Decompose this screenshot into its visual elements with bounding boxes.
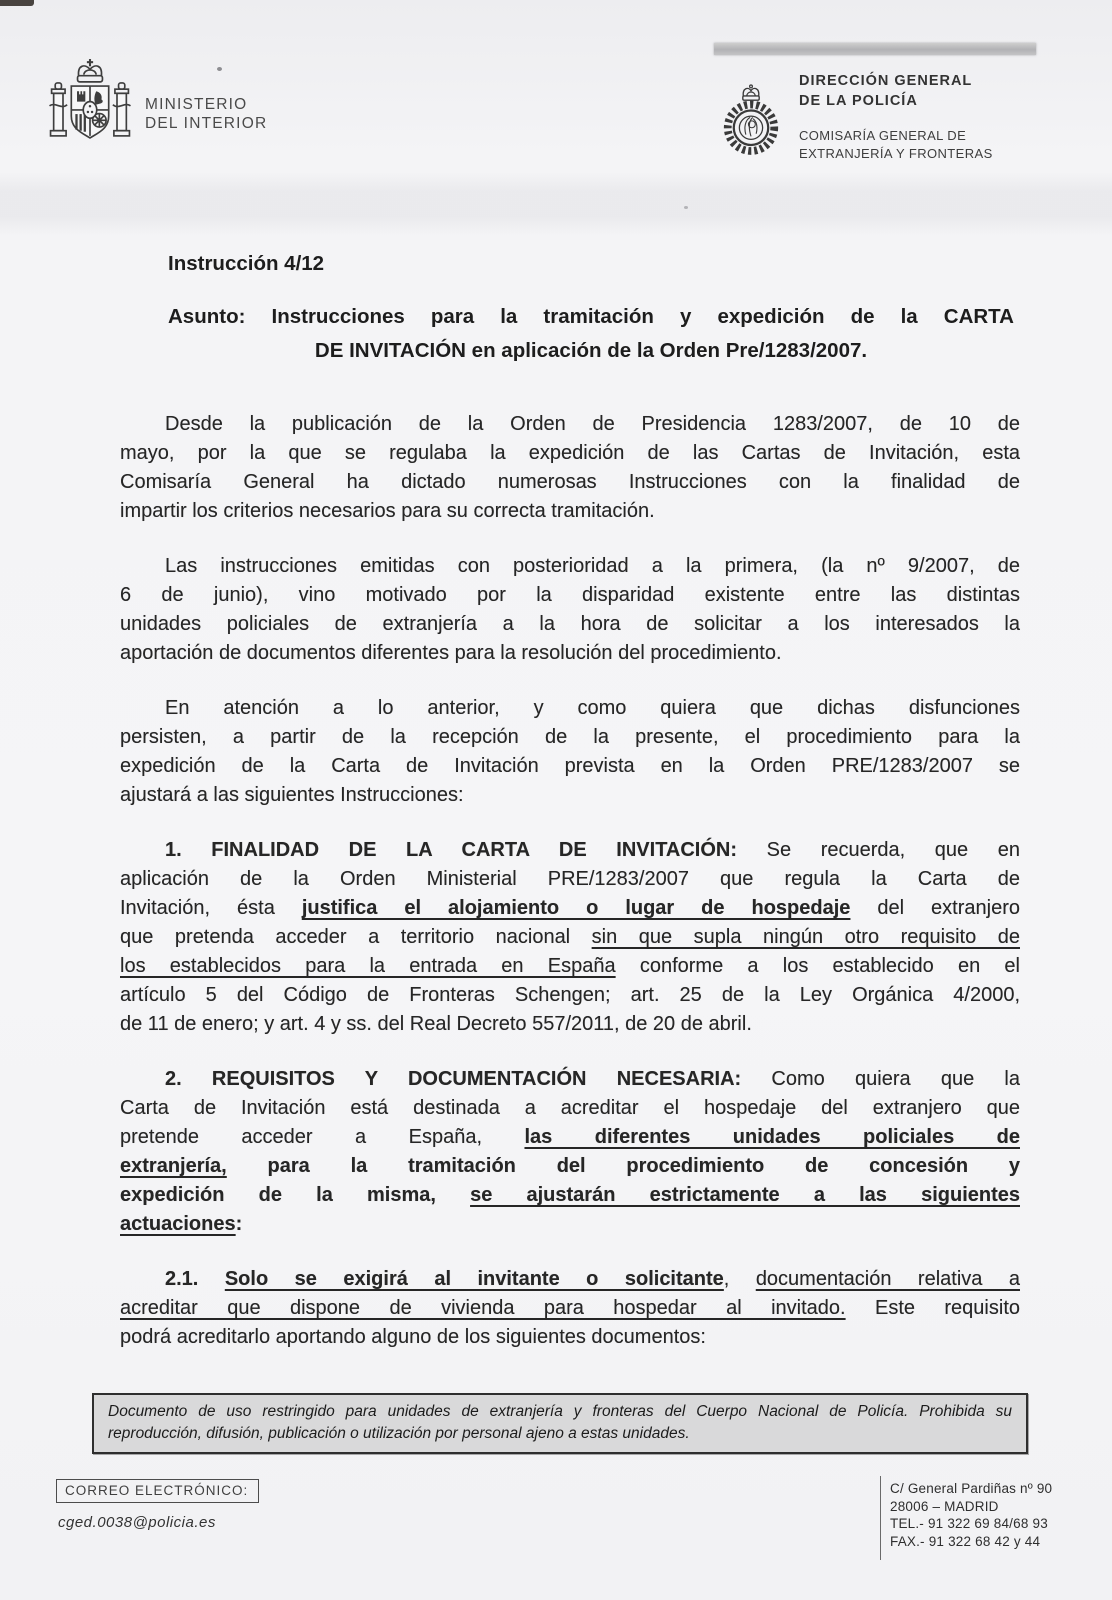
- email-label-box: CORREO ELECTRÓNICO:: [56, 1479, 259, 1503]
- text-line: [120, 1265, 1020, 1294]
- text-segment: Carta de Invitación está destinada a acreditar el hospedaje del extranjero que: [120, 1097, 1020, 1119]
- text-line: [120, 952, 1020, 981]
- scan-shadow-band: [0, 172, 1112, 236]
- comisaria-line1: COMISARÍA GENERAL DE: [799, 128, 967, 143]
- subject-line1: Asunto: Instrucciones para la tramitación y expedición de la CARTA: [168, 305, 1014, 328]
- text-line: [120, 410, 1020, 439]
- text-segment: actuaciones: [120, 1213, 236, 1235]
- text-segment: expedición de la Carta de Invitación prevista en la Orden PRE/1283/2007 se: [120, 755, 1020, 777]
- text-segment: extranjería,: [120, 1155, 227, 1177]
- text-line: [120, 923, 1020, 952]
- text-segment: aportación de documentos diferentes para la resolución del procedimiento.: [120, 642, 782, 664]
- text-segment: los establecidos para la entrada en España: [120, 955, 616, 977]
- text-segment: impartir los criterios necesarios para su correcta tramitación.: [120, 500, 655, 522]
- text-line: [120, 981, 1020, 1010]
- ministry-line2: DEL INTERIOR: [145, 114, 268, 132]
- text-line: [120, 723, 1020, 752]
- text-segment: Solo se exigirá al invitante o solicitante: [224, 1268, 724, 1290]
- subject-line2: DE INVITACIÓN en aplicación de la Orden Pre/1283/2007.: [314, 339, 868, 362]
- address-tel: TEL.- 91 322 69 84/68 93: [890, 1516, 1048, 1531]
- text-line: [120, 1210, 1020, 1239]
- text-line: [120, 1010, 1020, 1039]
- text-segment: expedición de la misma,: [120, 1184, 471, 1206]
- text-segment: Las instrucciones emitidas con posterioridad a la primera, (la nº 9/2007, de: [165, 555, 1020, 577]
- text-segment: sin que supla ningún otro requisito de: [591, 926, 1020, 948]
- direccion-line1: DIRECCIÓN GENERAL: [799, 73, 973, 89]
- scan-speck: [217, 67, 222, 71]
- address-fax: FAX.- 91 322 68 42 y 44: [890, 1533, 1041, 1549]
- text-segment: 1. FINALIDAD DE LA CARTA DE INVITACIÓN:: [165, 839, 738, 861]
- text-line: [120, 497, 1020, 526]
- text-line: [120, 1123, 1020, 1152]
- text-line: [120, 639, 1020, 668]
- section-2-requisitos: [120, 1065, 1020, 1239]
- text-segment: artículo 5 del Código de Fronteras Schengen; art. 25 de la Ley Orgánica 4/2000,: [120, 984, 1020, 1006]
- email-address: cged.0038@policia.es: [58, 1514, 216, 1531]
- notice-line2: reproducción, difusión, publicación o utilización por personal ajeno a estas unidades.: [108, 1425, 690, 1442]
- text-line: [120, 581, 1020, 610]
- scan-speck: [684, 206, 688, 209]
- text-segment: Este requisito: [845, 1297, 1020, 1319]
- ministry-line1: MINISTERIO: [145, 96, 248, 113]
- text-segment: mayo, por la que se regulaba la expedición de las Cartas de Invitación, esta: [120, 442, 1020, 464]
- ministry-name: [145, 96, 267, 133]
- text-segment: 2.1.: [165, 1268, 225, 1290]
- address-street: C/ General Pardiñas nº 90: [890, 1481, 1053, 1496]
- text-segment: 2. REQUISITOS Y DOCUMENTACIÓN NECESARIA:: [165, 1068, 742, 1090]
- text-segment: ,: [723, 1268, 756, 1290]
- paragraph-1: [120, 410, 1020, 526]
- text-segment: pretende acceder a España,: [120, 1126, 525, 1148]
- text-segment: aplicación de la Orden Ministerial PRE/1283/2007 que regula la Carta de: [120, 868, 1020, 890]
- text-segment: para la tramitación del procedimiento de concesión y: [226, 1155, 1020, 1177]
- direccion-general-title: [799, 71, 972, 111]
- comisaria-general-title: [799, 127, 993, 163]
- text-line: [120, 1323, 1020, 1352]
- text-segment: ajustará a las siguientes Instrucciones:: [120, 784, 464, 806]
- text-segment: conforme a los establecido en el: [615, 955, 1020, 977]
- text-segment: del extranjero: [850, 897, 1020, 919]
- text-line: [120, 552, 1020, 581]
- subject-heading: [168, 300, 1014, 368]
- text-segment: Se recuerda, que en: [737, 839, 1021, 861]
- spain-coat-of-arms-icon: [44, 58, 136, 166]
- text-line: [120, 1294, 1020, 1323]
- instruction-number: Instrucción 4/12: [168, 252, 325, 275]
- text-segment: Comisaría General ha dictado numerosas Instrucciones con la finalidad de: [120, 471, 1020, 493]
- notice-line1: Documento de uso restringido para unidades de extranjería y fronteras del Cuerpo Nacional de Policía. Prohibida su: [108, 1403, 1012, 1420]
- paragraph-2: [120, 552, 1020, 668]
- text-line: [120, 439, 1020, 468]
- text-segment: Desde la publicación de la Orden de Presidencia 1283/2007, de 10 de: [165, 413, 1020, 435]
- text-line: [120, 1094, 1020, 1123]
- document-body: [120, 410, 1020, 1378]
- text-line: [120, 694, 1020, 723]
- restricted-use-notice: [92, 1393, 1028, 1454]
- text-line: [120, 1065, 1020, 1094]
- text-segment: 6 de junio), vino motivado por la disparidad existente entre las distintas: [120, 584, 1020, 606]
- text-segment: acreditar que dispone de vivienda para hospedar al invitado.: [120, 1297, 846, 1319]
- text-segment: de 11 de enero; y art. 4 y ss. del Real Decreto 557/2011, de 20 de abril.: [120, 1013, 752, 1035]
- address-city: 28006 – MADRID: [890, 1498, 999, 1514]
- paragraph-3: [120, 694, 1020, 810]
- text-line: [120, 836, 1020, 865]
- text-line: [120, 752, 1020, 781]
- text-line: [120, 894, 1020, 923]
- text-segment: documentación relativa a: [755, 1268, 1020, 1290]
- text-segment: Invitación, ésta: [120, 897, 302, 919]
- scan-smudge: [0, 0, 34, 6]
- header-separator-bar: [714, 43, 1036, 55]
- address-block: [880, 1476, 1110, 1560]
- text-segment: unidades policiales de extranjería a la hora de solicitar a los interesados la: [120, 613, 1020, 635]
- text-segment: se ajustarán estrictamente a las siguientes: [470, 1184, 1020, 1206]
- text-segment: En atención a lo anterior, y como quiera que dichas disfunciones: [165, 697, 1020, 719]
- text-line: [120, 1152, 1020, 1181]
- text-line: [120, 865, 1020, 894]
- text-line: [120, 1181, 1020, 1210]
- text-segment: Como quiera que la: [741, 1068, 1020, 1090]
- direccion-line2: DE LA POLICÍA: [799, 93, 918, 109]
- text-segment: las diferentes unidades policiales de: [524, 1126, 1020, 1148]
- text-line: [120, 468, 1020, 497]
- text-segment: justifica el alojamiento o lugar de hospedaje: [301, 897, 851, 919]
- comisaria-line2: EXTRANJERÍA Y FRONTERAS: [799, 146, 993, 161]
- section-2-1: [120, 1265, 1020, 1352]
- text-segment: que pretenda acceder a territorio nacional: [120, 926, 592, 948]
- text-segment: :: [235, 1213, 243, 1235]
- text-line: [120, 781, 1020, 810]
- text-segment: podrá acreditarlo aportando alguno de los siguientes documentos:: [120, 1326, 706, 1348]
- policia-nacional-badge-icon: [720, 74, 782, 166]
- text-line: [120, 610, 1020, 639]
- text-segment: persisten, a partir de la recepción de la presente, el procedimiento para la: [120, 726, 1020, 748]
- section-1-finalidad: [120, 836, 1020, 1039]
